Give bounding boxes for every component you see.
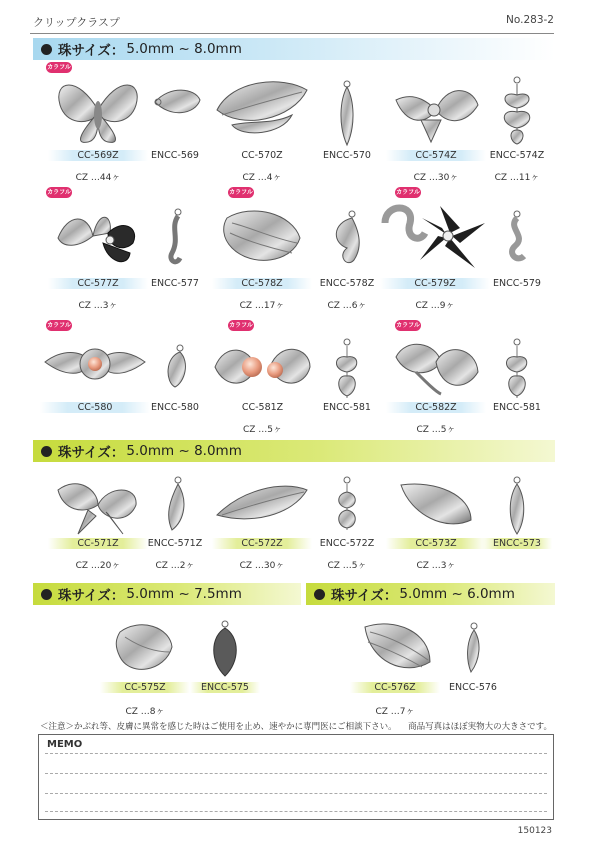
colorful-badge: カラフル (47, 64, 71, 71)
cz-count: CZ …8ヶ (125, 707, 165, 717)
feather-clasp-image (212, 198, 312, 278)
section-prefix: 珠サイズ： (58, 588, 125, 604)
section-band-3 (33, 583, 301, 605)
bullet-icon (41, 44, 52, 55)
cz-count: CZ …5ヶ (327, 561, 367, 571)
product-code: ENCC-574Z (489, 150, 545, 161)
product-code: CC-578Z (212, 278, 312, 289)
cz-count: CZ …4ヶ (242, 173, 282, 183)
wing-leaf-clasp-image (350, 612, 440, 682)
footer-code: 150123 (517, 826, 552, 836)
product-cc-577z (48, 198, 148, 313)
colorful-badge: カラフル (396, 189, 420, 196)
memo-line (45, 753, 547, 754)
product-code: CC-577Z (48, 278, 148, 289)
smooth-leaf-clasp-image (386, 470, 486, 538)
butterfly-clasp-image (48, 70, 148, 150)
product-cc-571z (48, 470, 148, 580)
colorful-badge: カラフル (229, 322, 253, 329)
product-cc-580 (40, 332, 150, 422)
section-size: 5.0mm ~ 6.0mm (399, 586, 515, 602)
slim-leaf-charm-image (438, 612, 508, 682)
cz-count: CZ …30ヶ (239, 561, 285, 571)
colorful-badge: カラフル (47, 189, 71, 196)
swoosh-charm-image (140, 470, 210, 538)
cz-count: CZ …5ヶ (242, 425, 283, 435)
cz-count: CZ …17ヶ (239, 301, 285, 311)
memo-box (38, 734, 554, 820)
product-cc-570z (212, 70, 312, 185)
product-code: ENCC-576 (449, 682, 497, 693)
tulip-charm-image (140, 332, 210, 402)
section-prefix: 珠サイズ： (331, 588, 398, 604)
leaf-stem-charm-image (312, 332, 382, 402)
product-code: ENCC-571Z (147, 538, 203, 549)
bouquet-clasp-image (386, 70, 486, 150)
product-encc-576 (438, 612, 508, 702)
product-code: ENCC-577 (151, 278, 199, 289)
cz-count: CZ …5ヶ (416, 425, 456, 435)
product-code: ENCC-572Z (319, 538, 375, 549)
leaf-stem-charm-image (482, 332, 552, 402)
section-size: 5.0mm ~ 7.5mm (126, 586, 242, 602)
product-encc-572z (312, 470, 382, 580)
memo-line (45, 773, 547, 774)
product-encc-569 (140, 70, 210, 185)
cz-count: CZ …11ヶ (494, 173, 540, 183)
product-encc-577 (140, 198, 210, 313)
bullet-icon (314, 589, 325, 600)
wing-rose-clasp-image (40, 332, 150, 402)
leaf-sprig-charm-image (482, 70, 552, 150)
product-code: CC-571Z (48, 538, 148, 549)
page-title: クリップクラスプ (33, 16, 120, 29)
photo-size-note: 商品写真はほぼ実物大の大きさです。 (408, 722, 552, 732)
cz-count: CZ …44ヶ (75, 173, 121, 183)
sprig-charm-image (140, 198, 210, 278)
product-encc-570 (312, 70, 382, 185)
product-code: ENCC-581 (493, 402, 541, 413)
product-code: CC-572Z (212, 538, 312, 549)
calla-leaf-clasp-image (386, 332, 486, 402)
product-cc-573z (386, 470, 486, 580)
drop-leaf-charm-image (482, 470, 552, 538)
product-encc-581-b (482, 332, 552, 422)
product-code: ENCC-579 (493, 278, 541, 289)
product-code: CC-574Z (386, 150, 486, 161)
fern-charm-image (312, 470, 382, 538)
header-divider (30, 33, 554, 34)
section-prefix: 珠サイズ： (58, 43, 125, 59)
memo-label: MEMO (47, 739, 83, 750)
floral-clasp-image (48, 198, 148, 278)
product-encc-575 (190, 612, 260, 702)
page-number: No.283-2 (506, 14, 554, 26)
section-size: 5.0mm ~ 8.0mm (126, 443, 242, 459)
product-encc-573 (482, 470, 552, 580)
product-code: CC-570Z (241, 150, 283, 161)
product-encc-579 (482, 198, 552, 313)
swirl-charm-image (482, 198, 552, 278)
colorful-badge: カラフル (229, 189, 253, 196)
cz-count: CZ …9ヶ (415, 301, 455, 311)
memo-line (45, 811, 547, 812)
product-cc-576z (350, 612, 440, 718)
product-code: ENCC-580 (151, 402, 199, 413)
leaf-charm-image (140, 70, 210, 150)
memo-line (45, 793, 547, 794)
drop-charm-image (312, 70, 382, 150)
leaf-cluster-clasp-image (100, 612, 190, 682)
leaf-clasp-image (212, 70, 312, 150)
fern-clasp-image (212, 470, 312, 538)
dark-leaf-charm-image (190, 612, 260, 682)
product-code: ENCC-570 (323, 150, 371, 161)
section-band-2 (33, 440, 555, 462)
ribbon-clasp-image (48, 470, 148, 538)
product-code: ENCC-575 (190, 682, 260, 693)
product-encc-580 (140, 332, 210, 422)
section-prefix: 珠サイズ： (58, 445, 125, 461)
cz-count: CZ …2ヶ (155, 561, 195, 571)
product-encc-578z (312, 198, 382, 313)
product-code: ENCC-573 (482, 538, 552, 549)
curl-leaf-charm-image (312, 198, 382, 278)
caution-note: ＜注意＞かぶれ等、皮膚に異常を感じた時はご使用を止め、速やかに専門医にご相談下さい。 (40, 722, 397, 732)
product-code: CC-581Z (241, 402, 284, 413)
product-code: CC-575Z (100, 682, 190, 693)
product-code: CC-580 (40, 402, 150, 413)
cz-count: CZ …3ヶ (78, 301, 118, 311)
colorful-badge: カラフル (47, 322, 71, 329)
cz-count: CZ …3ヶ (416, 561, 456, 571)
product-cc-575z (100, 612, 190, 718)
product-code: CC-569Z (48, 150, 148, 161)
black-flower-clasp-image (380, 198, 490, 278)
product-cc-579z (380, 198, 490, 313)
cz-count: CZ …6ヶ (327, 301, 367, 311)
product-cc-574z (386, 70, 486, 185)
product-code: CC-582Z (386, 402, 486, 413)
cz-count: CZ …30ヶ (413, 173, 459, 183)
product-encc-574z (482, 70, 552, 185)
bullet-icon (41, 446, 52, 457)
product-code: CC-576Z (350, 682, 440, 693)
product-cc-572z (212, 470, 312, 580)
cz-count: CZ …7ヶ (375, 707, 415, 717)
product-encc-571z (140, 470, 210, 580)
cz-count: CZ …20ヶ (75, 561, 121, 571)
product-cc-581z (210, 332, 315, 437)
product-encc-581-a (312, 332, 382, 422)
colorful-badge: カラフル (396, 322, 420, 329)
section-size: 5.0mm ~ 8.0mm (126, 41, 242, 57)
bullet-icon (41, 589, 52, 600)
product-cc-569z (48, 70, 148, 185)
product-cc-582z (386, 332, 486, 437)
product-code: CC-573Z (386, 538, 486, 549)
section-band-1 (33, 38, 555, 60)
product-code: ENCC-581 (323, 402, 371, 413)
product-cc-578z (212, 198, 312, 313)
section-band-4 (306, 583, 555, 605)
product-code: ENCC-569 (151, 150, 199, 161)
pearl-butterfly-clasp-image (210, 332, 315, 402)
product-code: ENCC-578Z (319, 278, 375, 289)
product-code: CC-579Z (380, 278, 490, 289)
